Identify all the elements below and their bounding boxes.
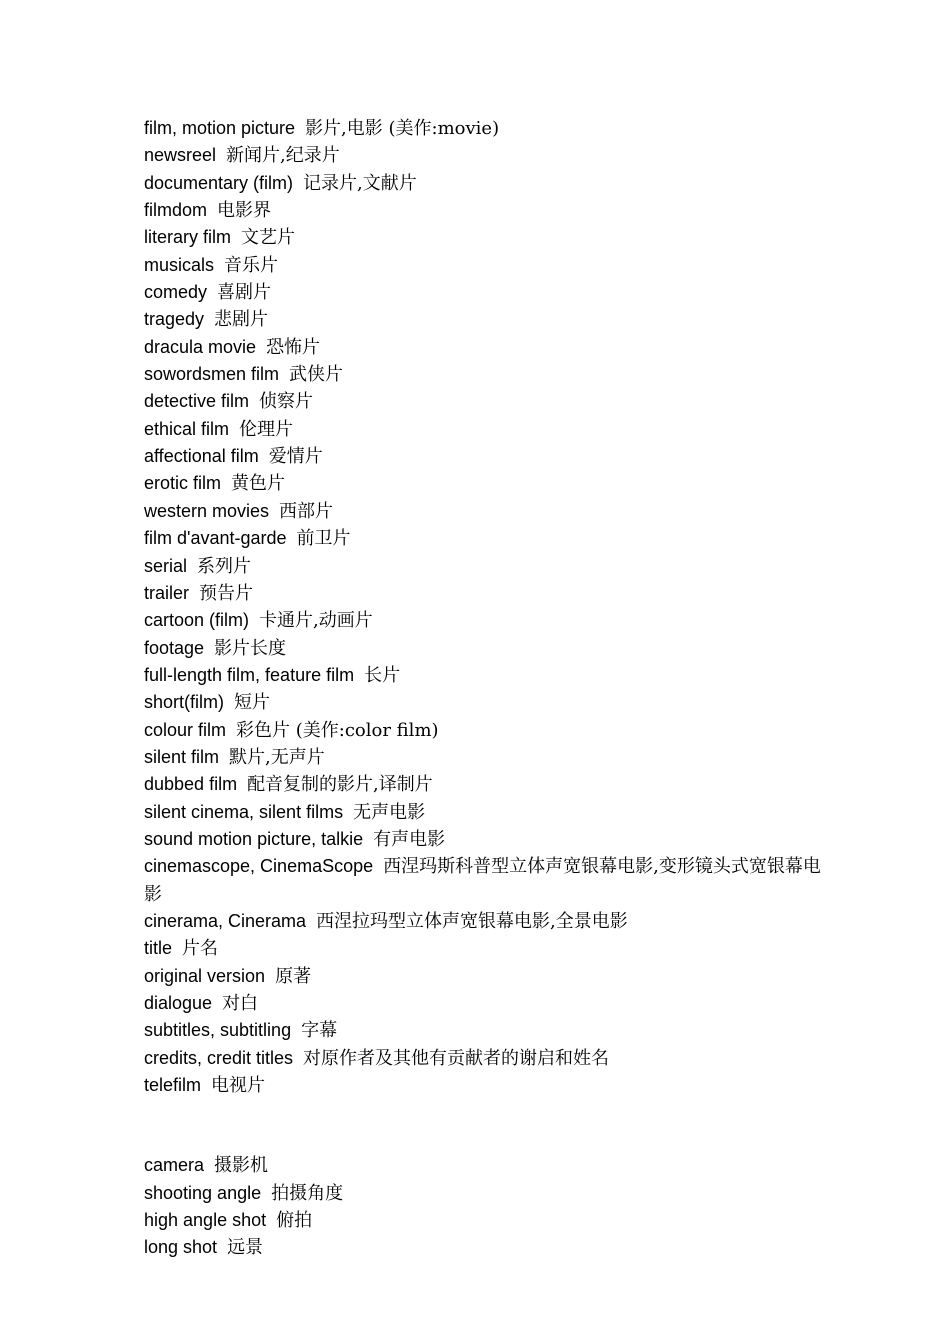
english-term: musicals [144,254,215,275]
english-term: cinerama, Cinerama [144,910,307,931]
chinese-translation: 西部片 [279,500,334,522]
english-term: film, motion picture [144,118,296,138]
english-term: documentary (film) [144,172,294,193]
chinese-translation: 俯拍 [276,1210,313,1232]
chinese-translation: 摄影机 [214,1155,269,1177]
glossary-entry [144,1017,824,1044]
english-term: full-length film, feature film [144,664,355,685]
chinese-translation: 系列片 [197,555,252,577]
chinese-translation: 对原作者及其他有贡献者的谢启和姓名 [303,1047,610,1069]
english-term: dracula movie [144,336,257,357]
english-term: affectional film [144,446,259,467]
chinese-translation: 恐怖片 [266,336,321,358]
chinese-translation: 原著 [275,965,312,987]
chinese-translation: 远景 [227,1237,264,1259]
glossary-entry [144,1234,824,1261]
english-term: filmdom [144,200,208,221]
chinese-translation: 爱情片 [268,446,323,468]
english-term: serial [144,555,188,576]
english-term: ethical film [144,418,230,439]
glossary-entry [144,416,824,443]
glossary-entry [144,662,824,689]
chinese-translation: 喜剧片 [217,282,272,304]
film-types-glossary [144,115,824,1099]
section-gap [144,1099,824,1152]
chinese-translation: 悲剧片 [214,309,269,331]
glossary-entry [144,142,824,169]
chinese-translation: 拍摄角度 [271,1182,344,1204]
chinese-translation: 对白 [222,993,259,1014]
glossary-entry [144,1045,824,1072]
chinese-translation: 影片长度 [214,637,287,659]
english-term: sowordsmen film [144,364,280,385]
chinese-translation: 无声电影 [353,801,426,823]
document-page [144,115,824,1262]
glossary-entry [144,580,824,607]
english-term: subtitles, subtitling [144,1020,292,1041]
glossary-entry [144,388,824,415]
glossary-entry [144,306,824,333]
english-term: comedy [144,282,208,303]
chinese-translation: 预告片 [199,582,254,604]
english-term: literary film [144,227,232,248]
chinese-translation: 西涅拉玛型立体声宽银幕电影,全景电影 [316,910,628,932]
chinese-translation: 电影界 [217,200,272,222]
chinese-translation: 彩色片 (美作:color film) [236,719,439,741]
english-term: film d'avant-garde [144,528,287,549]
english-term: newsreel [144,145,217,166]
glossary-entry [144,935,824,962]
glossary-entry [144,1072,824,1099]
english-term: dubbed film [144,774,238,795]
english-term: high angle shot [144,1210,267,1231]
chinese-translation: 伦理片 [239,418,294,440]
glossary-entry [144,115,824,142]
english-term: credits, credit titles [144,1047,294,1068]
chinese-translation: 电视片 [211,1075,266,1097]
glossary-entry [144,197,824,224]
glossary-entry [144,635,824,662]
glossary-entry [144,607,824,634]
glossary-entry [144,799,824,826]
english-term: cartoon (film) [144,610,250,631]
chinese-translation: 文艺片 [241,227,296,249]
chinese-translation: 短片 [234,692,270,714]
english-term: colour film [144,719,227,740]
english-term: camera [144,1155,205,1176]
english-term: sound motion picture, talkie [144,828,364,849]
glossary-entry [144,470,824,497]
chinese-translation: 配音复制的影片,译制片 [247,774,433,796]
glossary-entry [144,826,824,853]
chinese-translation: 黄色片 [231,473,286,495]
english-term: long shot [144,1237,218,1258]
chinese-translation: 武侠片 [289,364,344,386]
chinese-translation: 西涅玛斯科普型立体声宽银幕电影,变形镜头式宽银幕电影 [144,856,821,905]
english-term: telefilm [144,1075,202,1096]
glossary-entry [144,498,824,525]
chinese-translation: 默片,无声片 [229,746,325,768]
glossary-entry [144,361,824,388]
glossary-entry [144,1152,824,1179]
glossary-entry [144,252,824,279]
chinese-translation: 字幕 [301,1020,338,1042]
glossary-entry [144,525,824,552]
glossary-entry [144,689,824,716]
glossary-entry [144,224,824,251]
english-term: shooting angle [144,1182,262,1203]
camera-terms-glossary [144,1152,824,1261]
glossary-entry [144,443,824,470]
glossary-entry [144,990,824,1017]
glossary-entry [144,717,824,744]
glossary-entry [144,170,824,197]
english-term: erotic film [144,473,222,494]
english-term: title [144,938,173,959]
english-term: dialogue [144,993,213,1013]
english-term: detective film [144,391,250,412]
english-term: cinemascope, CinemaScope [144,856,374,877]
glossary-entry [144,963,824,990]
glossary-entry [144,1180,824,1207]
glossary-entry [144,553,824,580]
chinese-translation: 长片 [364,664,401,686]
glossary-entry [144,279,824,306]
english-term: original version [144,965,266,986]
english-term: tragedy [144,309,205,330]
glossary-entry [144,771,824,798]
chinese-translation: 新闻片,纪录片 [226,145,340,167]
glossary-entry [144,1207,824,1234]
chinese-translation: 音乐片 [224,254,279,276]
chinese-translation: 有声电影 [373,828,446,850]
chinese-translation: 卡通片,动画片 [259,610,373,632]
english-term: trailer [144,582,190,603]
english-term: silent film [144,746,220,767]
english-term: western movies [144,500,270,521]
glossary-entry [144,334,824,361]
chinese-translation: 前卫片 [296,528,351,550]
chinese-translation: 记录片,文献片 [303,172,417,194]
glossary-entry [144,908,824,935]
english-term: footage [144,637,205,658]
english-term: short(film) [144,692,224,713]
glossary-entry [144,744,824,771]
chinese-translation: 片名 [182,938,219,960]
chinese-translation: 侦察片 [259,391,314,413]
glossary-entry [144,853,824,908]
english-term: silent cinema, silent films [144,801,344,822]
chinese-translation: 影片,电影 (美作:movie) [305,118,500,139]
